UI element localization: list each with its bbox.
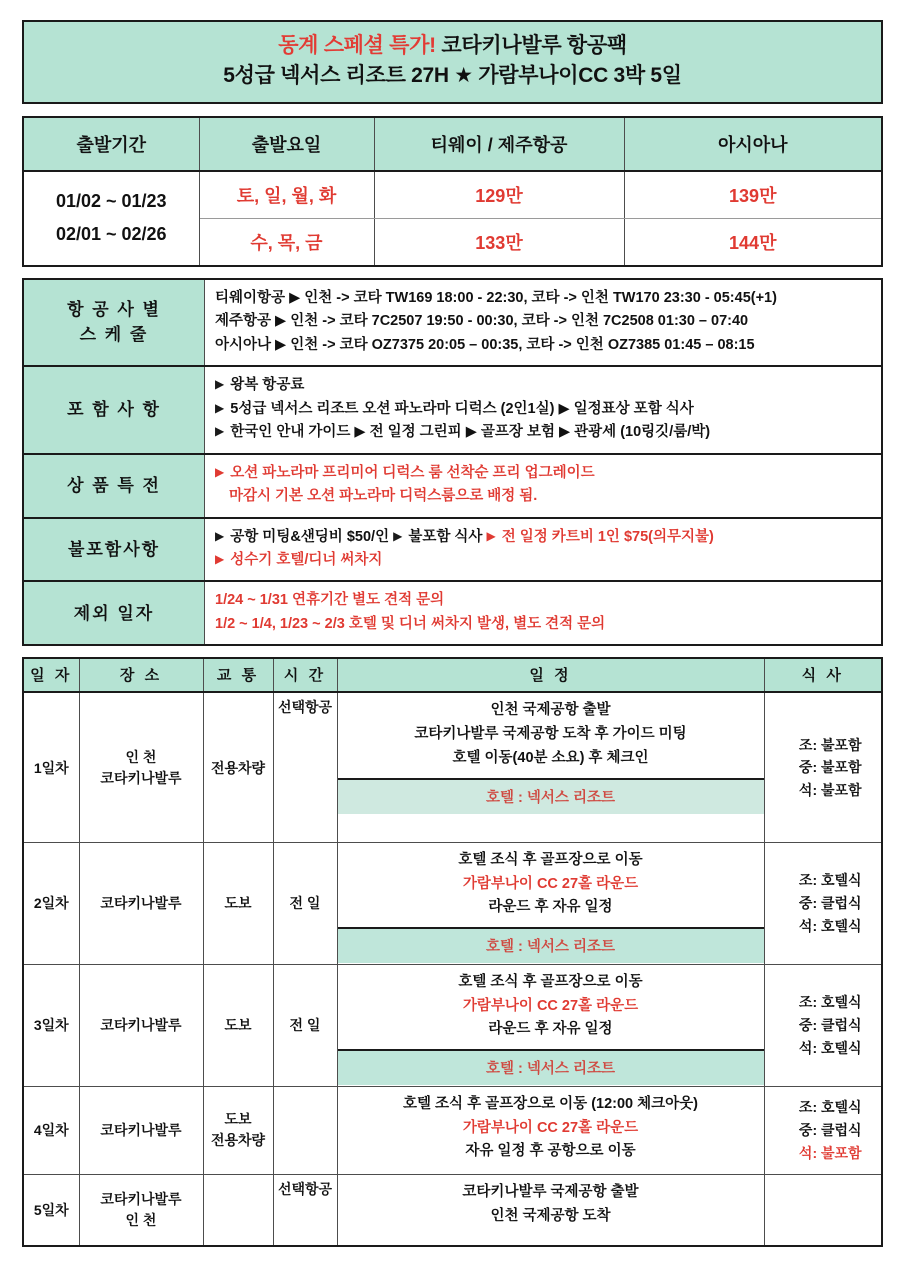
transport-line-1: 도보 [224, 1111, 252, 1128]
triangle-bullet-icon: ▶ [393, 528, 403, 543]
schedule-line: 호텔 조식 후 골프장으로 이동 [458, 851, 643, 868]
triangle-bullet-icon: ▶ [215, 424, 225, 439]
schedule-line: 호텔 조식 후 골프장으로 이동 [458, 973, 643, 990]
day-transport [203, 1174, 273, 1246]
info-table [22, 278, 883, 647]
day-meals [764, 692, 882, 842]
benefits-line-2 [215, 485, 871, 508]
hotel-strip: 호텔 : 넥서스 리조트 [338, 1049, 764, 1085]
price-period-2: 02/01 ~ 02/26 [55, 224, 167, 245]
place-line-2: 인 천 [125, 1212, 157, 1229]
table-row [23, 1086, 882, 1174]
day-label: 2일차 [23, 842, 79, 964]
info-body-benefits [205, 454, 883, 518]
day-place [79, 1174, 203, 1246]
day-place: 코타키나발루 [79, 964, 203, 1086]
meal-breakfast: 조: 호텔식 [798, 994, 862, 1011]
schedule-line: 라운드 후 자유 일정 [488, 1021, 613, 1038]
schedule-line: 인천 국제공항 도착 [490, 1207, 611, 1224]
table-row [23, 692, 882, 842]
schedule-line: 자유 일정 후 공항으로 이동 [465, 1143, 636, 1160]
included-line-2 [215, 398, 871, 421]
info-body-schedule [205, 279, 883, 366]
meal-lunch: 중: 클럽식 [798, 1017, 862, 1034]
itinerary-header-day: 일 자 [23, 658, 79, 692]
day-time: 선택항공 [273, 1174, 337, 1246]
meal-breakfast: 조: 불포함 [798, 736, 862, 753]
schedule-line-tway: 티웨이항공 ▶ 인천 -> 코타 TW169 18:00 - 22:30, 코타 -> 인천 TW170 23:30 - 05:45(+1) [215, 289, 777, 306]
day-schedule [337, 692, 764, 842]
meal-breakfast: 조: 호텔식 [798, 872, 862, 889]
price-asiana-1: 139만 [624, 171, 882, 219]
schedule-line: 호텔 조식 후 골프장으로 이동 (12:00 체크아웃) [402, 1095, 699, 1112]
meal-dinner: 석: 호텔식 [798, 1039, 862, 1056]
price-tway-jeju-2: 133만 [374, 218, 624, 266]
table-row [23, 842, 882, 964]
included-text-3: 한국인 안내 가이드 ▶ 전 일정 그린피 ▶ 골프장 보험 ▶ 관광세 (10링깃/룸/박) [230, 424, 711, 441]
meal-lunch: 중: 클럽식 [798, 895, 862, 912]
schedule-lines [338, 693, 764, 777]
title-rest: 코타키나발루 항공팩 [435, 34, 627, 57]
excluded-text-b: 불포함 식사 [408, 528, 487, 545]
triangle-bullet-icon: ▶ [486, 528, 496, 543]
day-time: 전 일 [273, 964, 337, 1086]
price-header-period: 출발기간 [23, 117, 199, 171]
table-row [23, 964, 882, 1086]
schedule-line-highlight: 가람부나이 CC 27홀 라운드 [462, 875, 639, 892]
meal-lunch: 중: 불포함 [798, 759, 862, 776]
triangle-bullet-icon: ▶ [215, 377, 225, 392]
price-tway-jeju-1: 129만 [374, 171, 624, 219]
meal-lunch: 중: 클럽식 [798, 1122, 862, 1139]
triangle-bullet-icon: ▶ [215, 464, 225, 479]
price-table [22, 116, 883, 267]
schedule-line-asiana: 아시아나 ▶ 인천 -> 코타 OZ7375 20:05 – 00:35, 코타 -> 인천 OZ7385 01:45 – 08:15 [215, 336, 755, 353]
excluded-text-2: 성수기 호텔/디너 써차지 [230, 551, 383, 568]
meal-dinner: 석: 호텔식 [798, 917, 862, 934]
info-label-benefits: 상 품 특 전 [23, 454, 205, 518]
meal-breakfast: 조: 호텔식 [798, 1099, 862, 1116]
schedule-lines [338, 843, 764, 927]
info-label-excluded-dates: 제외 일자 [23, 581, 205, 645]
price-header-asiana: 아시아나 [624, 117, 882, 171]
included-text-1: 왕복 항공료 [230, 377, 305, 394]
day-meals [764, 1086, 882, 1174]
place-line-1: 인 천 [125, 748, 157, 765]
included-text-2: 5성급 넥서스 리조트 오션 파노라마 디럭스 (2인1실) ▶ 일정표상 포함 식사 [230, 400, 694, 417]
itinerary-header-meal: 식 사 [764, 658, 882, 692]
benefits-line-1 [215, 462, 871, 485]
excluded-dates-line-1: 1/24 ~ 1/31 연휴기간 별도 견적 문의 [215, 592, 445, 609]
benefits-text-1: 오션 파노라마 프리미어 디럭스 룸 선착순 프리 업그레이드 [230, 464, 595, 481]
triangle-bullet-icon: ▶ [215, 551, 225, 566]
info-label-included: 포 함 사 항 [23, 366, 205, 453]
itinerary-table [22, 657, 883, 1247]
day-transport [203, 1086, 273, 1174]
schedule-line: 코타키나발루 국제공항 출발 [462, 1183, 639, 1200]
itinerary-header-place: 장 소 [79, 658, 203, 692]
table-row [23, 1174, 882, 1246]
place-line-2: 코타키나발루 [100, 769, 182, 786]
price-asiana-2: 144만 [729, 232, 777, 253]
day-transport: 전용차량 [203, 692, 273, 842]
day-time: 선택항공 [273, 692, 337, 842]
excluded-text-a: 공항 미팅&샌딩비 $50/인 [230, 528, 394, 545]
day-label: 5일차 [23, 1174, 79, 1246]
day-transport: 도보 [203, 964, 273, 1086]
price-header-row [23, 117, 882, 171]
title-line-2: 5성급 넥서스 리조트 27H ★ 가람부나이CC 3박 5일 [223, 63, 682, 87]
triangle-bullet-icon: ▶ [215, 528, 225, 543]
day-schedule [337, 1174, 764, 1246]
info-label-schedule-line2: 스 케 줄 [79, 325, 149, 345]
place-line-1: 코타키나발루 [100, 1191, 182, 1208]
meal-dinner: 석: 불포함 [798, 782, 862, 799]
schedule-lines [338, 965, 764, 1049]
hotel-strip: 호텔 : 넥서스 리조트 [338, 927, 764, 963]
info-body-included [205, 366, 883, 453]
price-weekday-1: 토, 일, 월, 화 [199, 171, 374, 219]
info-label-schedule-line1: 항 공 사 별 [67, 299, 161, 319]
day-label: 4일차 [23, 1086, 79, 1174]
info-label-excluded: 불포함사항 [23, 518, 205, 582]
day-schedule [337, 964, 764, 1086]
info-row-excluded [23, 518, 882, 582]
info-row-included [23, 366, 882, 453]
schedule-line: 라운드 후 자유 일정 [488, 899, 613, 916]
benefits-text-2: 마감시 기본 오션 파노라마 디럭스룸으로 배정 됨. [229, 488, 538, 505]
day-meals [764, 964, 882, 1086]
title-accent: 동계 스페셜 특가! [278, 34, 436, 57]
excluded-line-2 [215, 549, 871, 572]
info-label-schedule [23, 279, 205, 366]
info-row-excluded-dates [23, 581, 882, 645]
day-place [79, 692, 203, 842]
schedule-line: 호텔 이동(40분 소요) 후 체크인 [452, 749, 649, 766]
day-meals [764, 1174, 882, 1246]
schedule-line-highlight: 가람부나이 CC 27홀 라운드 [462, 1119, 639, 1136]
day-time: 전 일 [273, 842, 337, 964]
schedule-line: 인천 국제공항 출발 [490, 702, 611, 719]
day-place: 코타키나발루 [79, 842, 203, 964]
day-schedule [337, 1086, 764, 1174]
price-weekday-2: 수, 목, 금 [199, 218, 374, 266]
meal-dinner: 석: 불포함 [798, 1144, 862, 1161]
itinerary-header-time: 시 간 [273, 658, 337, 692]
day-label: 1일차 [23, 692, 79, 842]
triangle-bullet-icon: ▶ [215, 400, 225, 415]
schedule-line: 코타키나발루 국제공항 도착 후 가이드 미팅 [414, 726, 687, 743]
day-transport: 도보 [203, 842, 273, 964]
itinerary-header-schedule: 일 정 [337, 658, 764, 692]
excluded-text-c: 전 일정 카트비 1인 $75(의무지불) [501, 528, 714, 545]
transport-line-2: 전용차량 [210, 1132, 266, 1149]
included-line-3 [215, 421, 871, 444]
day-place: 코타키나발루 [79, 1086, 203, 1174]
price-row-1 [23, 171, 882, 219]
title-banner [22, 20, 883, 104]
price-header-weekday: 출발요일 [199, 117, 374, 171]
price-period-cell [23, 171, 199, 266]
day-meals [764, 842, 882, 964]
schedule-line-jeju: 제주항공 ▶ 인천 -> 코타 7C2507 19:50 - 00:30, 코타 -> 인천 7C2508 01:30 – 07:40 [215, 313, 749, 330]
price-period-1: 01/02 ~ 01/23 [55, 191, 167, 212]
info-body-excluded-dates [205, 581, 883, 645]
excluded-dates-line-2: 1/2 ~ 1/4, 1/23 ~ 2/3 호텔 및 디너 써차지 발생, 별도 견적 문의 [215, 615, 606, 632]
info-body-excluded [205, 518, 883, 582]
itinerary-header-row [23, 658, 882, 692]
info-row-benefits [23, 454, 882, 518]
day-time [273, 1086, 337, 1174]
schedule-line-highlight: 가람부나이 CC 27홀 라운드 [462, 997, 639, 1014]
itinerary-header-transport: 교 통 [203, 658, 273, 692]
price-header-tway-jeju: 티웨이 / 제주항공 [374, 117, 624, 171]
day-schedule [337, 842, 764, 964]
info-row-schedule [23, 279, 882, 366]
schedule-lines [338, 1175, 764, 1236]
excluded-line-1 [215, 526, 871, 549]
included-line-1 [215, 374, 871, 397]
schedule-lines [338, 1087, 764, 1171]
day-label: 3일차 [23, 964, 79, 1086]
title-line-1 [24, 31, 881, 61]
hotel-strip: 호텔 : 넥서스 리조트 [338, 778, 764, 814]
